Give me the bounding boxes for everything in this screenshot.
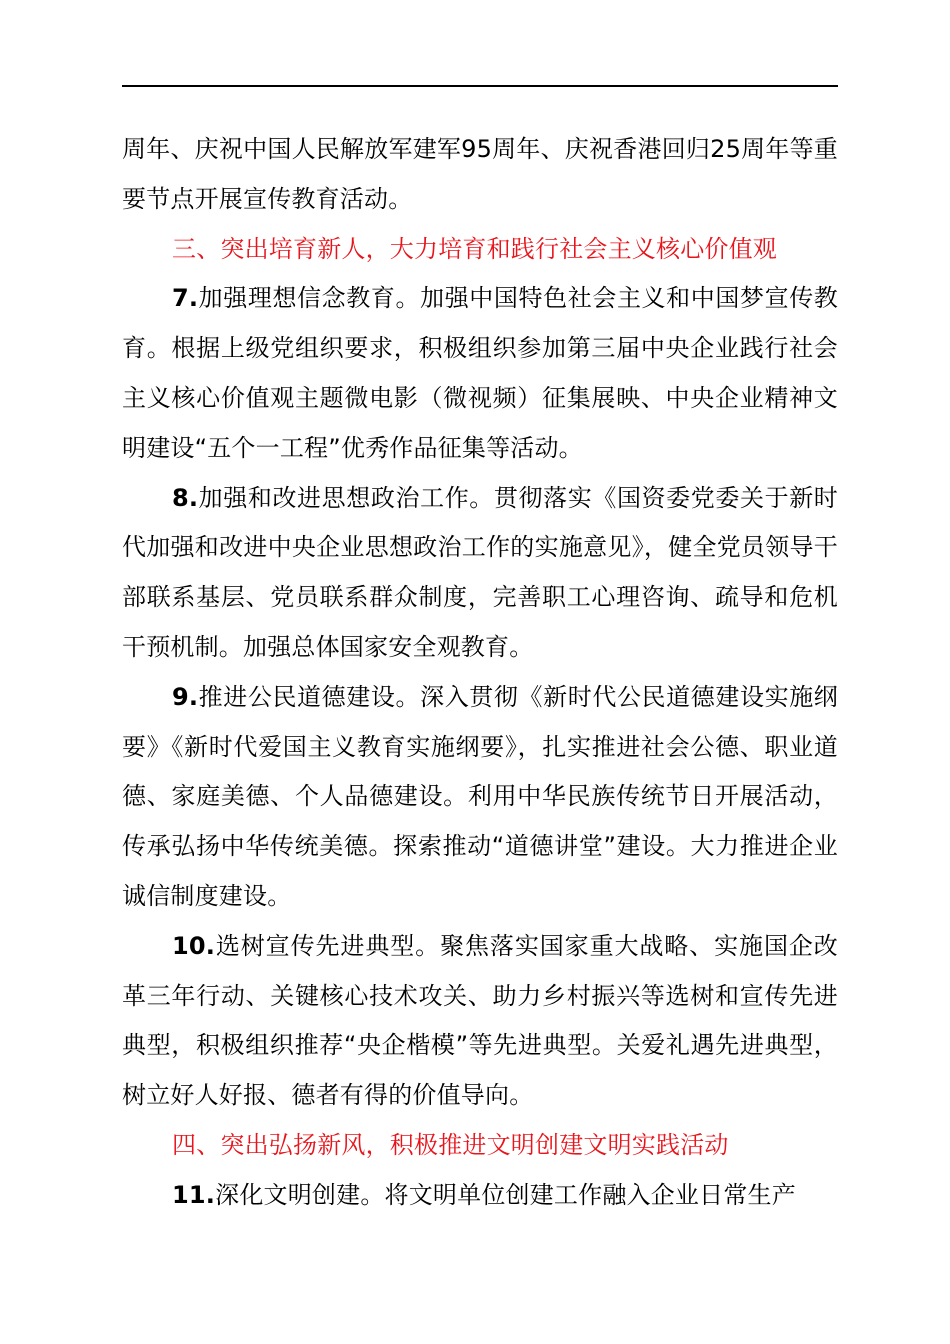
- item-number: 8.: [172, 483, 199, 512]
- paragraph-continuation: [122, 125, 838, 225]
- item-number: 9.: [172, 682, 199, 711]
- heading-text: 四、突出弘扬新风，积极推进文明创建文明实践活动: [172, 1130, 729, 1159]
- section-heading-3: [122, 225, 838, 275]
- paragraph-text: 加强理想信念教育。加强中国特色社会主义和中国梦宣传教育。根据上级党组织要求，积极组织参加第三届中央企业践行社会主义核心价值观主题微电影（微视频）征集展映、中央企业精神文明建设“五个一工程”优秀作品征集等活动。: [122, 284, 838, 462]
- item-number: 10.: [172, 931, 216, 960]
- heading-text: 三、突出培育新人，大力培育和践行社会主义核心价值观: [172, 234, 777, 263]
- paragraph-text: 推进公民道德建设。深入贯彻《新时代公民道德建设实施纲要》《新时代爱国主义教育实施纲要》，扎实推进社会公德、职业道德、家庭美德、个人品德建设。利用中华民族传统节日开展活动，传承弘扬中华传统美德。探索推动“道德讲堂”建设。大力推进企业诚信制度建设。: [122, 682, 838, 910]
- paragraph-text: 周年、庆祝中国人民解放军建军95周年、庆祝香港回归25周年等重要节点开展宣传教育活动。: [122, 135, 838, 213]
- paragraph-text: 选树宣传先进典型。聚焦落实国家重大战略、实施国企改革三年行动、关键核心技术攻关、助力乡村振兴等选树和宣传先进典型，积极组织推荐“央企楷模”等先进典型。关爱礼遇先进典型，树立好人好报、德者有得的价值导向。: [122, 931, 838, 1110]
- document-body: [122, 125, 838, 1221]
- item-number: 11.: [172, 1180, 216, 1209]
- paragraph-item-11: [122, 1171, 838, 1221]
- paragraph-item-9: [122, 673, 838, 922]
- paragraph-item-8: [122, 474, 838, 673]
- section-heading-4: [122, 1121, 838, 1171]
- paragraph-text: 深化文明创建。将文明单位创建工作融入企业日常生产: [215, 1180, 796, 1209]
- paragraph-item-7: [122, 274, 838, 473]
- header-rule: [122, 85, 838, 87]
- paragraph-item-10: [122, 922, 838, 1121]
- paragraph-text: 加强和改进思想政治工作。贯彻落实《国资委党委关于新时代加强和改进中央企业思想政治工作的实施意见》，健全党员领导干部联系基层、党员联系群众制度，完善职工心理咨询、疏导和危机干预机制。加强总体国家安全观教育。: [122, 483, 838, 661]
- item-number: 7.: [172, 284, 199, 313]
